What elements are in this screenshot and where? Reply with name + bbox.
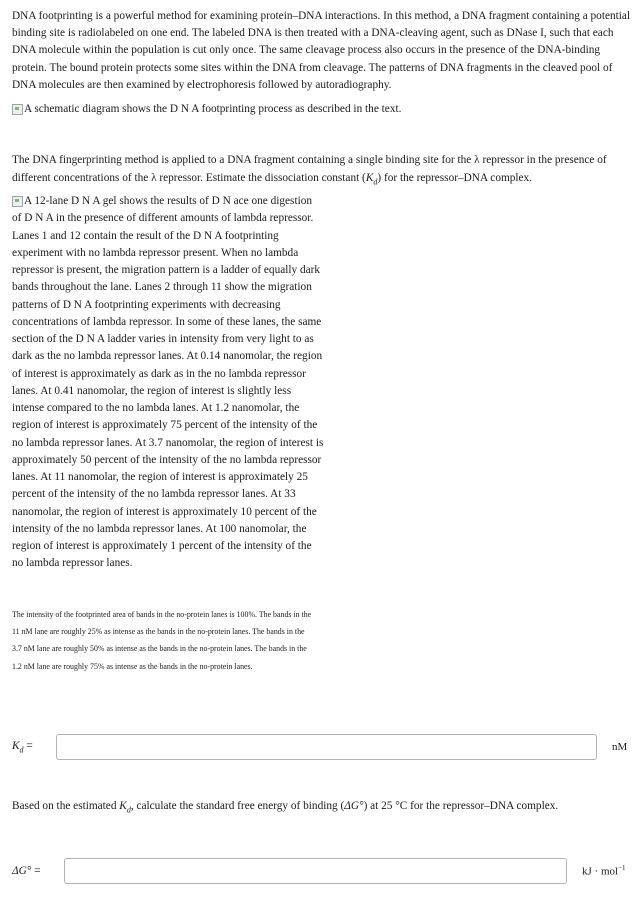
schematic-image: [12, 101, 401, 118]
broken-image-icon: [12, 196, 23, 207]
schematic-alt-text: A schematic diagram shows the D N A footprinting process as described in the text.: [24, 103, 402, 115]
gel-image: [12, 193, 324, 573]
kd-input[interactable]: [56, 734, 597, 760]
kd-unit: nM: [612, 741, 628, 753]
dg-input[interactable]: [64, 858, 567, 884]
gel-caption: The intensity of the footprinted area of bands in the no-protein lanes is 100%. The bands in the 11 nM lane are roughly 25% as intense as the bands in the no-protein lanes. The bands in the 3.7 nM lane are roughly 50% as intense as the bands in the no-protein lanes. The bands in the 1.2 nM lane are roughly 75% as intense as the bands in the no-protein lanes.: [12, 610, 312, 671]
gel-alt-text: A 12-lane D N A gel shows the results of D N ace one digestion of D N A in the presence of different amounts of lambda repressor. Lanes 1 and 12 contain the result of the D N A footprinting experiment with no lambda repressor present. When no lambda repressor is present, the migration pattern is a ladder of equally dark bands throughout the lane. Lanes 2 through 11 show the migration patterns of D N A footprinting experiments with decreasing concentrations of lambda repressor. In some of these lanes, the same section of the D N A ladder varies in intensity from very light to as dark as the no lambda repressor lanes. At 0.14 nanomolar, the region of interest is approximately as dark as in the no lambda repressor lanes. At 0.41 nanomolar, the region of interest is slightly less intense compared to the no lambda lanes. At 1.2 nanomolar, the region of interest is approximately 75 percent of the intensity of the no lambda repressor lanes. At 3.7 nanomolar, the region of interest is approximately 50 percent of the intensity of the no lambda repressor lanes. At 11 nanomolar, the region of interest is approximately 25 percent of the intensity of the no lambda repressor lanes. At 33 nanomolar, the region of interest is approximately 10 percent of the intensity of the no lambda repressor lanes. At 100 nanomolar, the region of interest is approximately 1 percent of the intensity of the no lambda repressor lanes.: [12, 195, 324, 570]
dg-answer-row: [12, 858, 626, 884]
kd-answer-row: [12, 734, 627, 760]
dg-label: ΔG° =: [12, 865, 41, 877]
intro-paragraph: DNA footprinting is a powerful method for examining protein–DNA interactions. In this method, a DNA fragment containing a potential binding site is radiolabeled on one end. The labeled DNA is then treated with a DNA-cleaving agent, such as DNase I, such that each DNA molecule within the population is cut only once. The same cleavage process also occurs in the presence of the DNA-binding protein. The bound protein protects some sites within the DNA from cleavage. The patterns of DNA fragments in the cleaved pool of DNA molecules are then examined by electrophoresis followed by autoradiography.: [12, 10, 631, 91]
question-1-text: The DNA fingerprinting method is applied to a DNA fragment containing a single binding site for the λ repressor in the presence of different concentrations of the λ repressor. Estimate the dissociation constant $(K_d)$ for the repressor–DNA complex.: [12, 154, 607, 187]
dg-unit: kJ · mol$^{-1}$: [582, 864, 626, 878]
kd-label: $K_d$ =: [12, 739, 33, 755]
broken-image-icon: [12, 104, 23, 115]
question-2-text: Based on the estimated $K_d$, calculate the standard free energy of binding (ΔG°) at 25 °C for the repressor–DNA complex.: [12, 800, 559, 815]
